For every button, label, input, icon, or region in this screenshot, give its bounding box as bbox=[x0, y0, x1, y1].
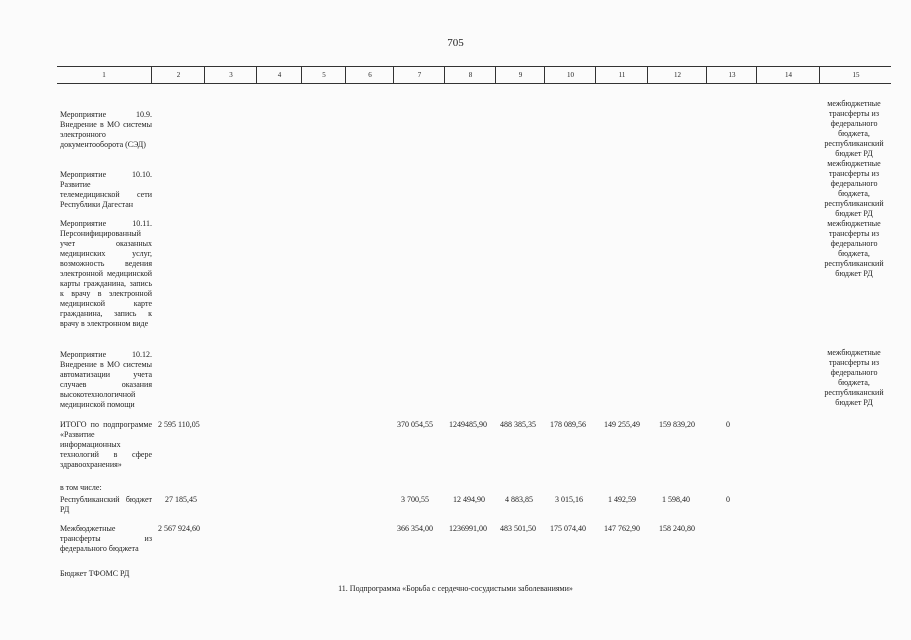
page-number: 705 bbox=[447, 37, 464, 49]
resp-col10: 3 015,16 bbox=[555, 495, 583, 504]
itogo-col10: 178 089,56 bbox=[550, 420, 586, 429]
next-section-title: 11. Подпрограмма «Борьба с сердечно-сосудистыми заболеваниями» bbox=[338, 584, 573, 593]
col-header-6: 6 bbox=[345, 67, 394, 83]
row-10-11-label: Мероприятие 10.11. Персонифицированный учет оказанных медицинских услуг, возможность ведения электронной медицинской карты гражданина, запись к врачу в электронной медицинской карте гражданина, запись к врачу в электронном виде bbox=[60, 219, 152, 328]
mezh-col12: 158 240,80 bbox=[659, 524, 695, 533]
row-10-12-source: межбюджетные трансферты из федерального бюджета, республиканский бюджет РД bbox=[824, 348, 884, 407]
mezh-col10: 175 074,40 bbox=[550, 524, 586, 533]
col-header-3: 3 bbox=[204, 67, 257, 83]
col-header-12: 12 bbox=[647, 67, 707, 83]
itogo-col9: 488 385,35 bbox=[500, 420, 536, 429]
mezh-col11: 147 762,90 bbox=[604, 524, 640, 533]
resp-budget-label: Республиканский бюджет РД bbox=[60, 495, 152, 514]
col-header-7: 7 bbox=[393, 67, 445, 83]
mezh-transfer-label: Межбюджетные трансферты из федерального бюджета bbox=[60, 524, 152, 553]
resp-col9: 4 883,85 bbox=[505, 495, 533, 504]
row-10-9-label: Мероприятие 10.9. Внедрение в МО системы электронного документооборота (СЭД) bbox=[60, 110, 152, 149]
row-10-10-label: Мероприятие 10.10. Развитие телемедицинской сети Республики Дагестан bbox=[60, 170, 152, 209]
col-header-2: 2 bbox=[151, 67, 205, 83]
row-10-12-label: Мероприятие 10.12. Внедрение в МО системы автоматизации учета случаев оказания высокотехнологичной медицинской помощи bbox=[60, 350, 152, 409]
v-tom-chisle-label: в том числе: bbox=[60, 483, 102, 492]
resp-col8: 12 494,90 bbox=[453, 495, 485, 504]
row-10-11-source: межбюджетные трансферты из федерального бюджета, республиканский бюджет РД bbox=[824, 219, 884, 278]
col-header-4: 4 bbox=[256, 67, 302, 83]
itogo-label: ИТОГО по подпрограмме «Развитие информационных технологий в сфере здравоохранения» bbox=[60, 420, 152, 469]
row-10-10-source: межбюджетные трансферты из федерального бюджета, республиканский бюджет РД bbox=[824, 159, 884, 218]
column-header-row bbox=[57, 66, 891, 84]
itogo-col7: 370 054,55 bbox=[397, 420, 433, 429]
resp-col12: 1 598,40 bbox=[662, 495, 690, 504]
col-header-9: 9 bbox=[495, 67, 545, 83]
itogo-col2: 2 595 110,05 bbox=[158, 420, 200, 429]
row-10-9-source: межбюджетные трансферты из федерального бюджета, республиканский бюджет РД bbox=[824, 99, 884, 158]
resp-col7: 3 700,55 bbox=[401, 495, 429, 504]
col-header-5: 5 bbox=[301, 67, 346, 83]
col-header-10: 10 bbox=[544, 67, 596, 83]
tfoms-budget-label: Бюджет ТФОМС РД bbox=[60, 569, 130, 578]
col-header-14: 14 bbox=[756, 67, 820, 83]
mezh-col7: 366 354,00 bbox=[397, 524, 433, 533]
col-header-11: 11 bbox=[595, 67, 648, 83]
itogo-col13: 0 bbox=[726, 420, 730, 429]
itogo-col12: 159 839,20 bbox=[659, 420, 695, 429]
resp-col2: 27 185,45 bbox=[165, 495, 197, 504]
mezh-col9: 483 501,50 bbox=[500, 524, 536, 533]
resp-col13: 0 bbox=[726, 495, 730, 504]
col-header-8: 8 bbox=[444, 67, 496, 83]
col-header-1: 1 bbox=[102, 71, 106, 79]
col-header-13: 13 bbox=[706, 67, 757, 83]
itogo-col8: 1249485,90 bbox=[449, 420, 487, 429]
mezh-col2: 2 567 924,60 bbox=[158, 524, 200, 533]
mezh-col8: 1236991,00 bbox=[449, 524, 487, 533]
resp-col11: 1 492,59 bbox=[608, 495, 636, 504]
itogo-col11: 149 255,49 bbox=[604, 420, 640, 429]
col-header-15: 15 bbox=[819, 67, 892, 83]
